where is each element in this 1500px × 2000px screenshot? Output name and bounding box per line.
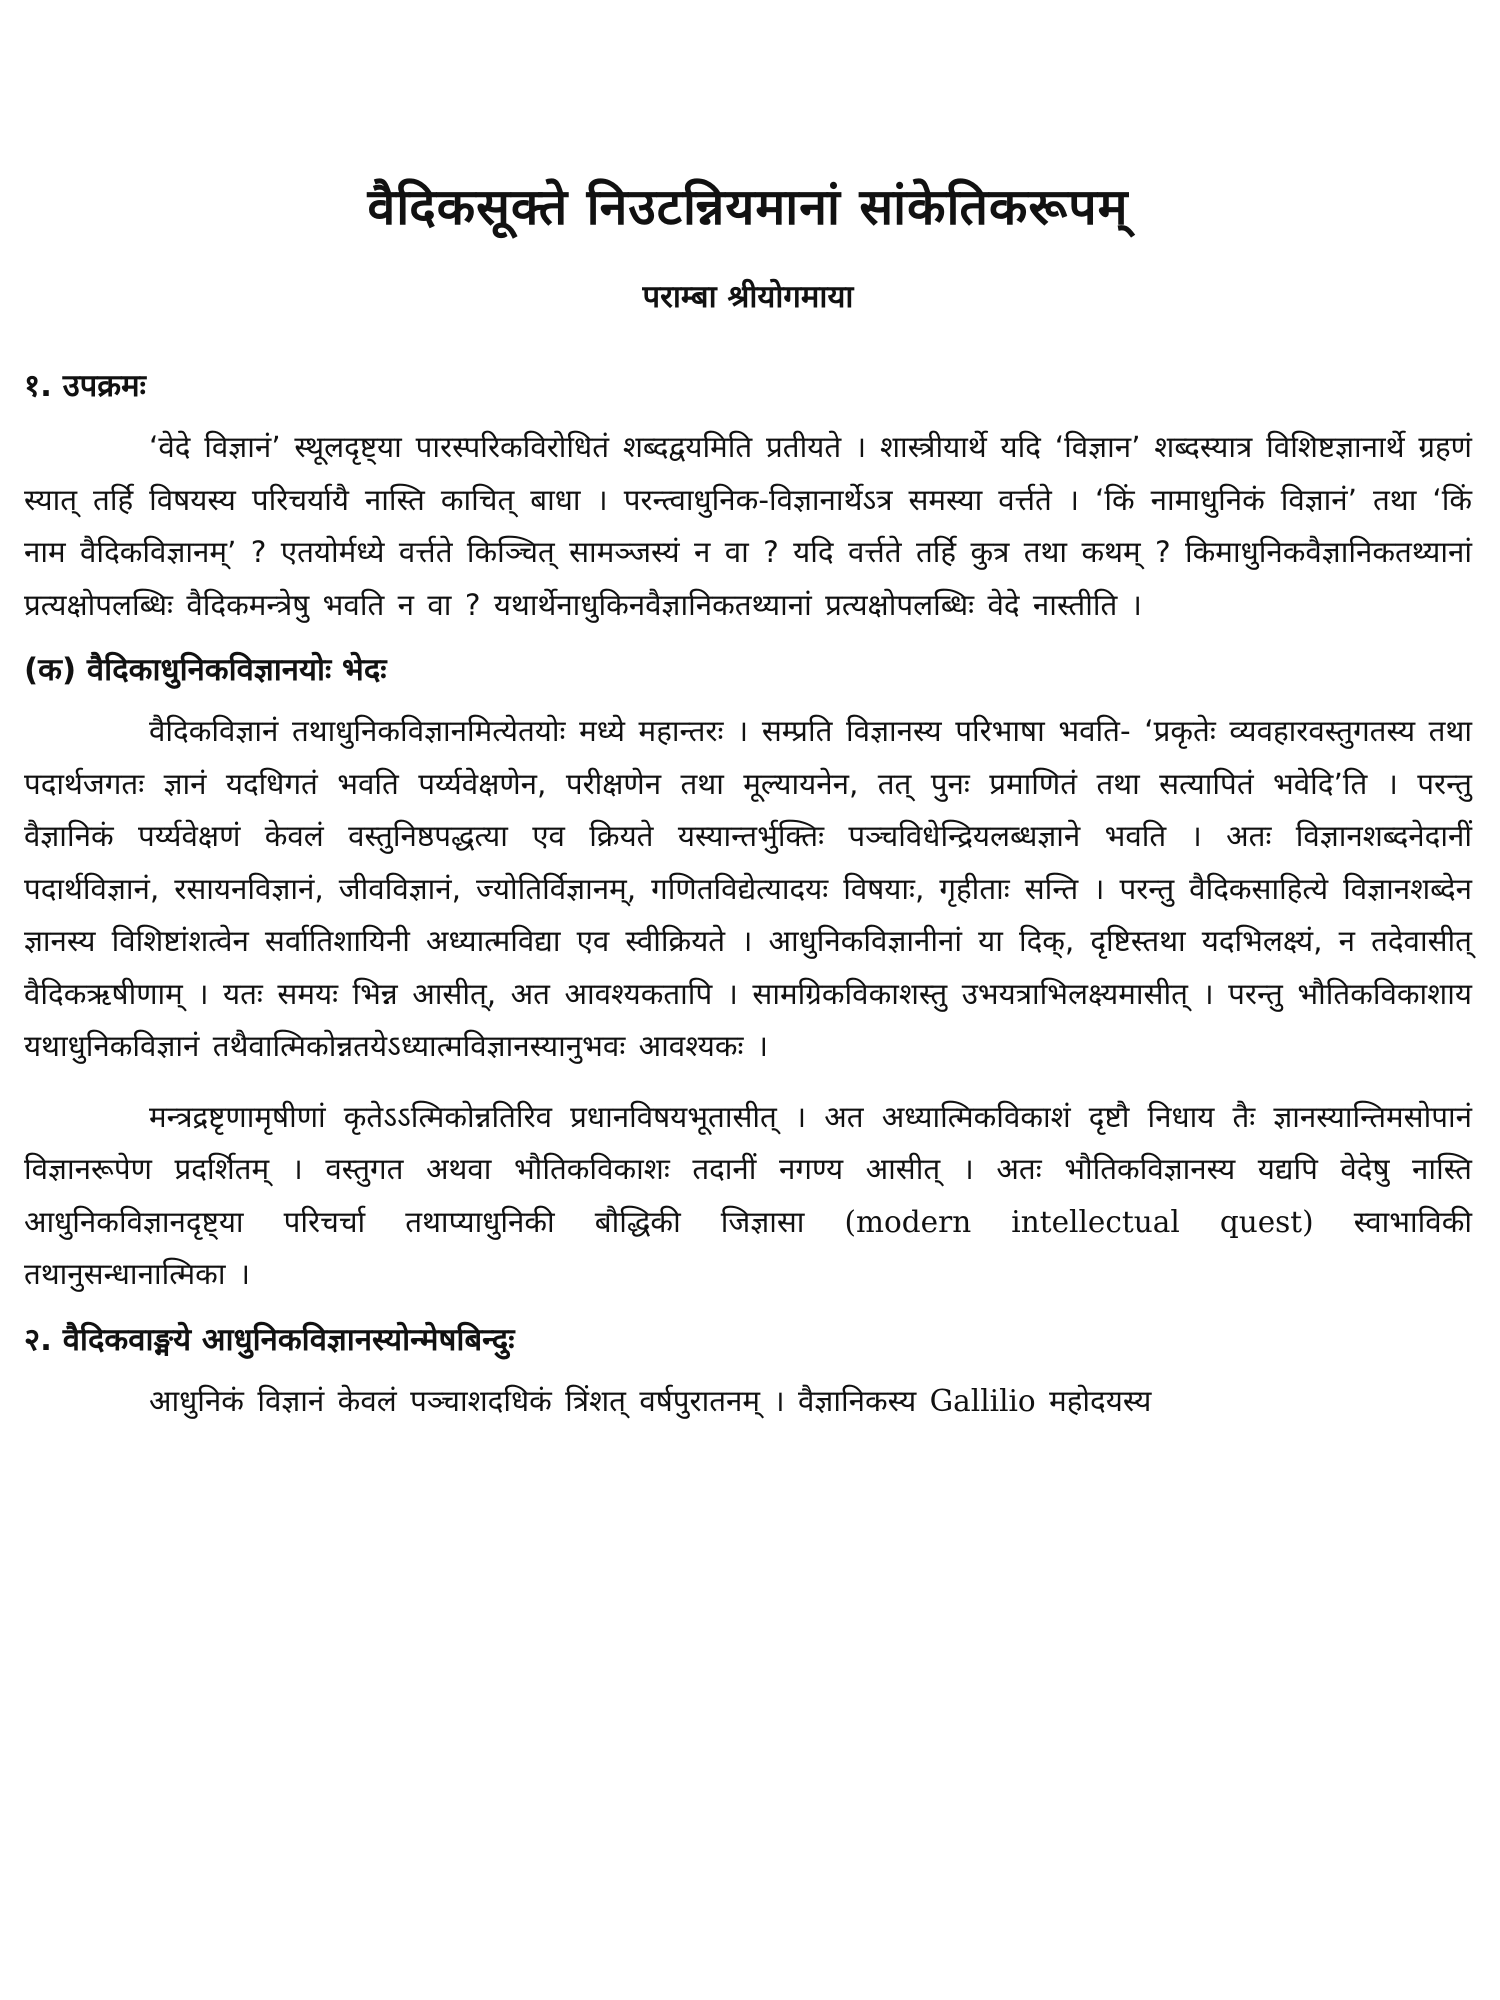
paragraph-2-text-end: स्वाभाविकी तथानुसन्धानात्मिका ।: [24, 1204, 1472, 1291]
section-2-english-name: Gallilio: [929, 1383, 1036, 1418]
paragraph-2-english-gloss: (modern intellectual quest): [844, 1204, 1314, 1239]
section-2-text: आधुनिकं विज्ञानं केवलं पञ्चाशदधिकं त्रिंशत् वर्षपुरातनम् । वैज्ञानिकस्य: [149, 1383, 917, 1418]
page-title: वैदिकसूक्ते निउटन्नियमानां सांकेतिकरूपम्: [367, 178, 1129, 236]
subsection-ka-paragraph-1: वैदिकविज्ञानं तथाधुनिकविज्ञानमित्येतयोः मध्ये महान्तरः । सम्प्रति विज्ञानस्य परिभाषा भवति- ‘प्रकृतेः व्यवहारवस्तुगतस्य तथा पदार्थजगतः ज्ञानं यदधिगतं भवति पर्य्यवेक्षणेन, परीक्षणेन तथा मूल्यायनेन, तत् पुनः प्रमाणितं तथा सत्यापितं भवेदि’ति । परन्तु वैज्ञानिकं पर्य्यवेक्षणं केवलं वस्तुनिष्ठपद्धत्या एव क्रियते यस्यान्तर्भुक्तिः पञ्चविधेन्द्रियलब्धज्ञाने भवति । अतः विज्ञानशब्दनेदानीं पदार्थविज्ञानं, रसायनविज्ञानं, जीवविज्ञानं, ज्योतिर्विज्ञानम्, गणितविद्येत्यादयः विषयाः, गृहीताः सन्ति । परन्तु वैदिकसाहित्ये विज्ञानशब्देन ज्ञानस्य विशिष्टांशत्वेन सर्वातिशायिनी अध्यात्मविद्या एव स्वीक्रियते । आधुनिकविज्ञानीनां या दिक्, दृष्टिस्तथा यदभिलक्ष्यं, न तदेवासीत् वैदिकऋषीणाम् । यतः समयः भिन्न आसीत्, अत आवश्यकतापि । सामग्रिकविकाशस्तु उभयत्राभिलक्ष्यमासीत् । परन्तु भौतिकविकाशाय यथाधुनिकविज्ञानं तथैवात्मिकोन्नतयेऽध्यात्मविज्ञानस्यानुभवः आवश्यकः ।: [24, 714, 1472, 1063]
section-2-paragraph: [24, 1375, 1472, 1428]
author-name: पराम्बा श्रीयोगमाया: [642, 279, 854, 315]
section-1-paragraph: ‘वेदे विज्ञानं’ स्थूलदृष्ट्या पारस्परिकविरोधितं शब्दद्वयमिति प्रतीयते । शास्त्रीयार्थे यदि ‘विज्ञान’ शब्दस्यात्र विशिष्टज्ञानार्थे ग्रहणं स्यात् तर्हि विषयस्य परिचर्यायै नास्ति काचित् बाधा । परन्त्वाधुनिक-विज्ञानार्थेऽत्र समस्या वर्त्तते । ‘किं नामाधुनिकं विज्ञानं’ तथा ‘किं नाम वैदिकविज्ञानम्’ ? एतयोर्मध्ये वर्त्तते किञ्चित् सामञ्जस्यं न वा ? यदि वर्त्तते तर्हि कुत्र तथा कथम् ? किमाधुनिकवैज्ञानिकतथ्यानां प्रत्यक्षोपलब्धिः वैदिकमन्त्रेषु भवति न वा ? यथार्थेनाधुकिनवैज्ञानिकतथ्यानां प्रत्यक्षोपलब्धिः वेदे नास्तीति ।: [24, 430, 1472, 622]
section-1-heading: १. उपक्रमः: [24, 368, 146, 404]
subsection-ka-heading: (क) वैदिकाधुनिकविज्ञानयोः भेदः: [24, 652, 387, 688]
subsection-ka-paragraph-2: [24, 1091, 1472, 1301]
section-2-heading: २. वैदिकवाङ्मये आधुनिकविज्ञानस्योन्मेषबिन्दुः: [24, 1321, 515, 1358]
section-2-text-end: महोदयस्य: [1049, 1383, 1152, 1418]
paragraph-2-text: मन्त्रद्रष्टृणामृषीणां कृतेऽऽत्मिकोन्नतिरिव प्रधानविषयभूतासीत् । अत अध्यात्मिकविकाशं दृष्टौ निधाय तैः ज्ञानस्यान्तिमसोपानं विज्ञानरूपेण प्रदर्शितम् । वस्तुगत अथवा भौतिकविकाशः तदानीं नगण्य आसीत् । अतः भौतिकविज्ञानस्य यद्यपि वेदेषु नास्ति आधुनिकविज्ञानदृष्ट्या परिचर्चा तथाप्याधुनिकी बौद्धिकी जिज्ञासा: [24, 1099, 1472, 1239]
